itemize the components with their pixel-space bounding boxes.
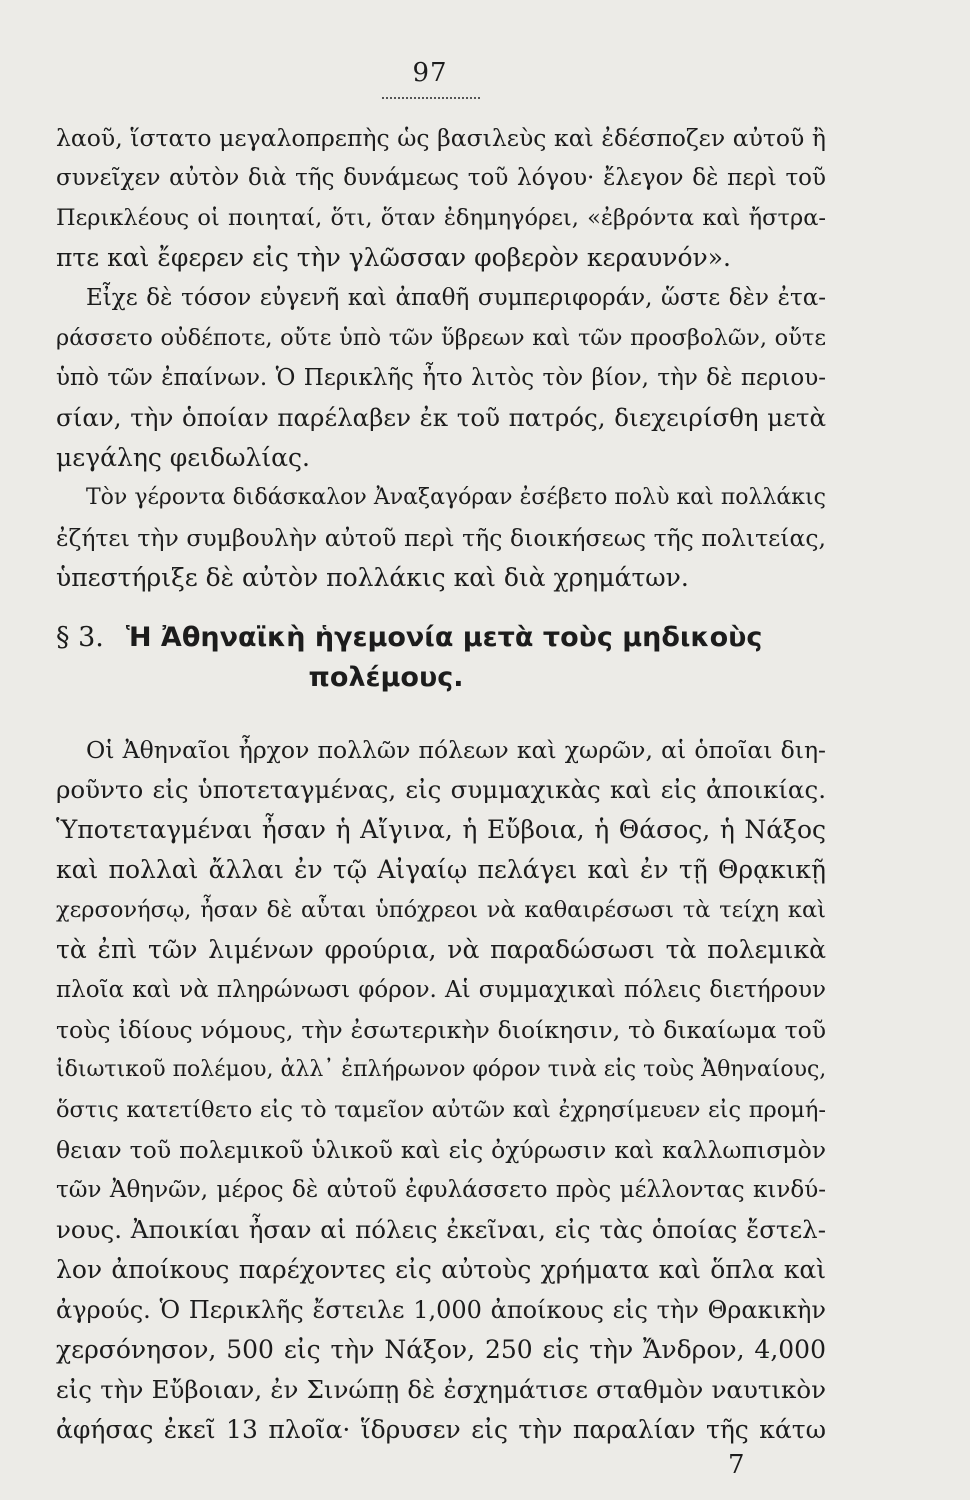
- text-line: τὰ ἐπὶ τῶν λιμένων φρούρια, νὰ παραδώσωσι τὰ πολεμικὰ: [56, 935, 826, 964]
- text-line: Περικλέους οἱ ποιηταί, ὅτι, ὅταν ἐδημηγόρει, «ἐβρόντα καὶ ἤστρα-: [56, 205, 826, 231]
- text-line: χερσόνησον, 500 εἰς τὴν Νάξον, 250 εἰς τὴν Ἄνδρον, 4,000: [56, 1335, 826, 1364]
- text-line: Οἱ Ἀθηναῖοι ἦρχον πολλῶν πόλεων καὶ χωρῶν, αἱ ὁποῖαι διη-: [86, 736, 826, 764]
- text-line: ἀφήσας ἐκεῖ 13 πλοῖα· ἵδρυσεν εἰς τὴν παραλίαν τῆς κάτω: [56, 1415, 826, 1444]
- section-heading: [56, 622, 826, 653]
- text-line: νους. Ἀποικίαι ἦσαν αἱ πόλεις ἐκεῖναι, εἰς τὰς ὁποίας ἔστελ-: [56, 1215, 826, 1244]
- text-line: Ὑποτεταγμέναι ἦσαν ἡ Αἴγινα, ἡ Εὔβοια, ἡ Θάσος, ἡ Νάξος: [56, 815, 826, 844]
- text-line: μεγάλης φειδωλίας.: [56, 443, 310, 472]
- text-line: εἰς τὴν Εὔβοιαν, ἐν Σινώπῃ δὲ ἐσχημάτισε σταθμὸν ναυτικὸν: [56, 1375, 826, 1404]
- page-number: 97: [412, 58, 448, 88]
- text-line: ἀγρούς. Ὁ Περικλῆς ἔστειλε 1,000 ἀποίκους εἰς τὴν Θρακικὴν: [56, 1296, 826, 1324]
- text-line: χερσονήσῳ, ἦσαν δὲ αὗται ὑπόχρεοι νὰ καθαιρέσωσι τὰ τείχη καὶ: [56, 897, 826, 923]
- text-line: Εἶχε δὲ τόσον εὐγενῆ καὶ ἀπαθῆ συμπεριφοράν, ὥστε δὲν ἐτα-: [86, 285, 826, 311]
- text-line: καὶ πολλαὶ ἄλλαι ἐν τῷ Αἰγαίῳ πελάγει καὶ ἐν τῇ Θρᾳκικῇ: [56, 855, 826, 884]
- text-line: τῶν Ἀθηνῶν, μέρος δὲ αὐτοῦ ἐφυλάσσετο πρὸς μέλλοντας κινδύ-: [56, 1177, 826, 1203]
- text-line: ὑπεστήριξε δὲ αὐτὸν πολλάκις καὶ διὰ χρημάτων.: [56, 563, 689, 592]
- text-line: ὅστις κατετίθετο εἰς τὸ ταμεῖον αὐτῶν καὶ ἐχρησίμευεν εἰς προμή-: [56, 1097, 826, 1123]
- text-line: λαοῦ, ἵστατο μεγαλοπρεπὴς ὡς βασιλεὺς καὶ ἐδέσποζεν αὐτοῦ ἢ: [56, 124, 826, 152]
- text-line: λον ἀποίκους παρέχοντες εἰς αὐτοὺς χρήματα καὶ ὅπλα καὶ: [56, 1255, 826, 1284]
- text-line: πλοῖα καὶ νὰ πληρώνωσι φόρον. Αἱ συμμαχικαὶ πόλεις διετήρουν: [56, 977, 826, 1003]
- section-number: § 3.: [56, 622, 104, 653]
- text-line: συνεῖχεν αὐτὸν διὰ τῆς δυνάμεως τοῦ λόγου· ἔλεγον δὲ περὶ τοῦ: [56, 165, 826, 191]
- text-line: πτε καὶ ἔφερεν εἰς τὴν γλῶσσαν φοβερὸν κεραυνόν».: [56, 243, 731, 272]
- text-line: ἰδιωτικοῦ πολέμου, ἀλλ᾽ ἐπλήρωνον φόρον τινὰ εἰς τοὺς Ἀθηναίους,: [56, 1057, 827, 1082]
- text-line: σίαν, τὴν ὁποίαν παρέλαβεν ἐκ τοῦ πατρός, διεχειρίσθη μετὰ: [56, 403, 826, 432]
- text-line: τοὺς ἰδίους νόμους, τὴν ἐσωτερικὴν διοίκησιν, τὸ δικαίωμα τοῦ: [56, 1016, 826, 1044]
- section-heading-continuation: πολέμους.: [308, 662, 464, 693]
- section-title: Ἡ Ἀθηναϊκὴ ἡγεμονία μετὰ τοὺς μηδικοὺς: [125, 622, 763, 653]
- header-rule: [382, 97, 480, 99]
- text-line: θειαν τοῦ πολεμικοῦ ὑλικοῦ καὶ εἰς ὀχύρωσιν καὶ καλλωπισμὸν: [56, 1136, 826, 1164]
- text-line: Τὸν γέροντα διδάσκαλον Ἀναξαγόραν ἐσέβετο πολὺ καὶ πολλάκις: [86, 485, 826, 510]
- signature-mark: 7: [728, 1450, 745, 1480]
- text-line: ὑπὸ τῶν ἐπαίνων. Ὁ Περικλῆς ἦτο λιτὸς τὸν βίον, τὴν δὲ περιου-: [56, 365, 826, 391]
- text-line: ράσσετο οὐδέποτε, οὔτε ὑπὸ τῶν ὕβρεων καὶ τῶν προσβολῶν, οὔτε: [56, 325, 826, 351]
- text-line: ἐζήτει τὴν συμβουλὴν αὐτοῦ περὶ τῆς διοικήσεως τῆς πολιτείας,: [56, 524, 826, 552]
- text-line: ροῦντο εἰς ὑποτεταγμένας, εἰς συμμαχικὰς καὶ εἰς ἀποικίας.: [56, 775, 826, 804]
